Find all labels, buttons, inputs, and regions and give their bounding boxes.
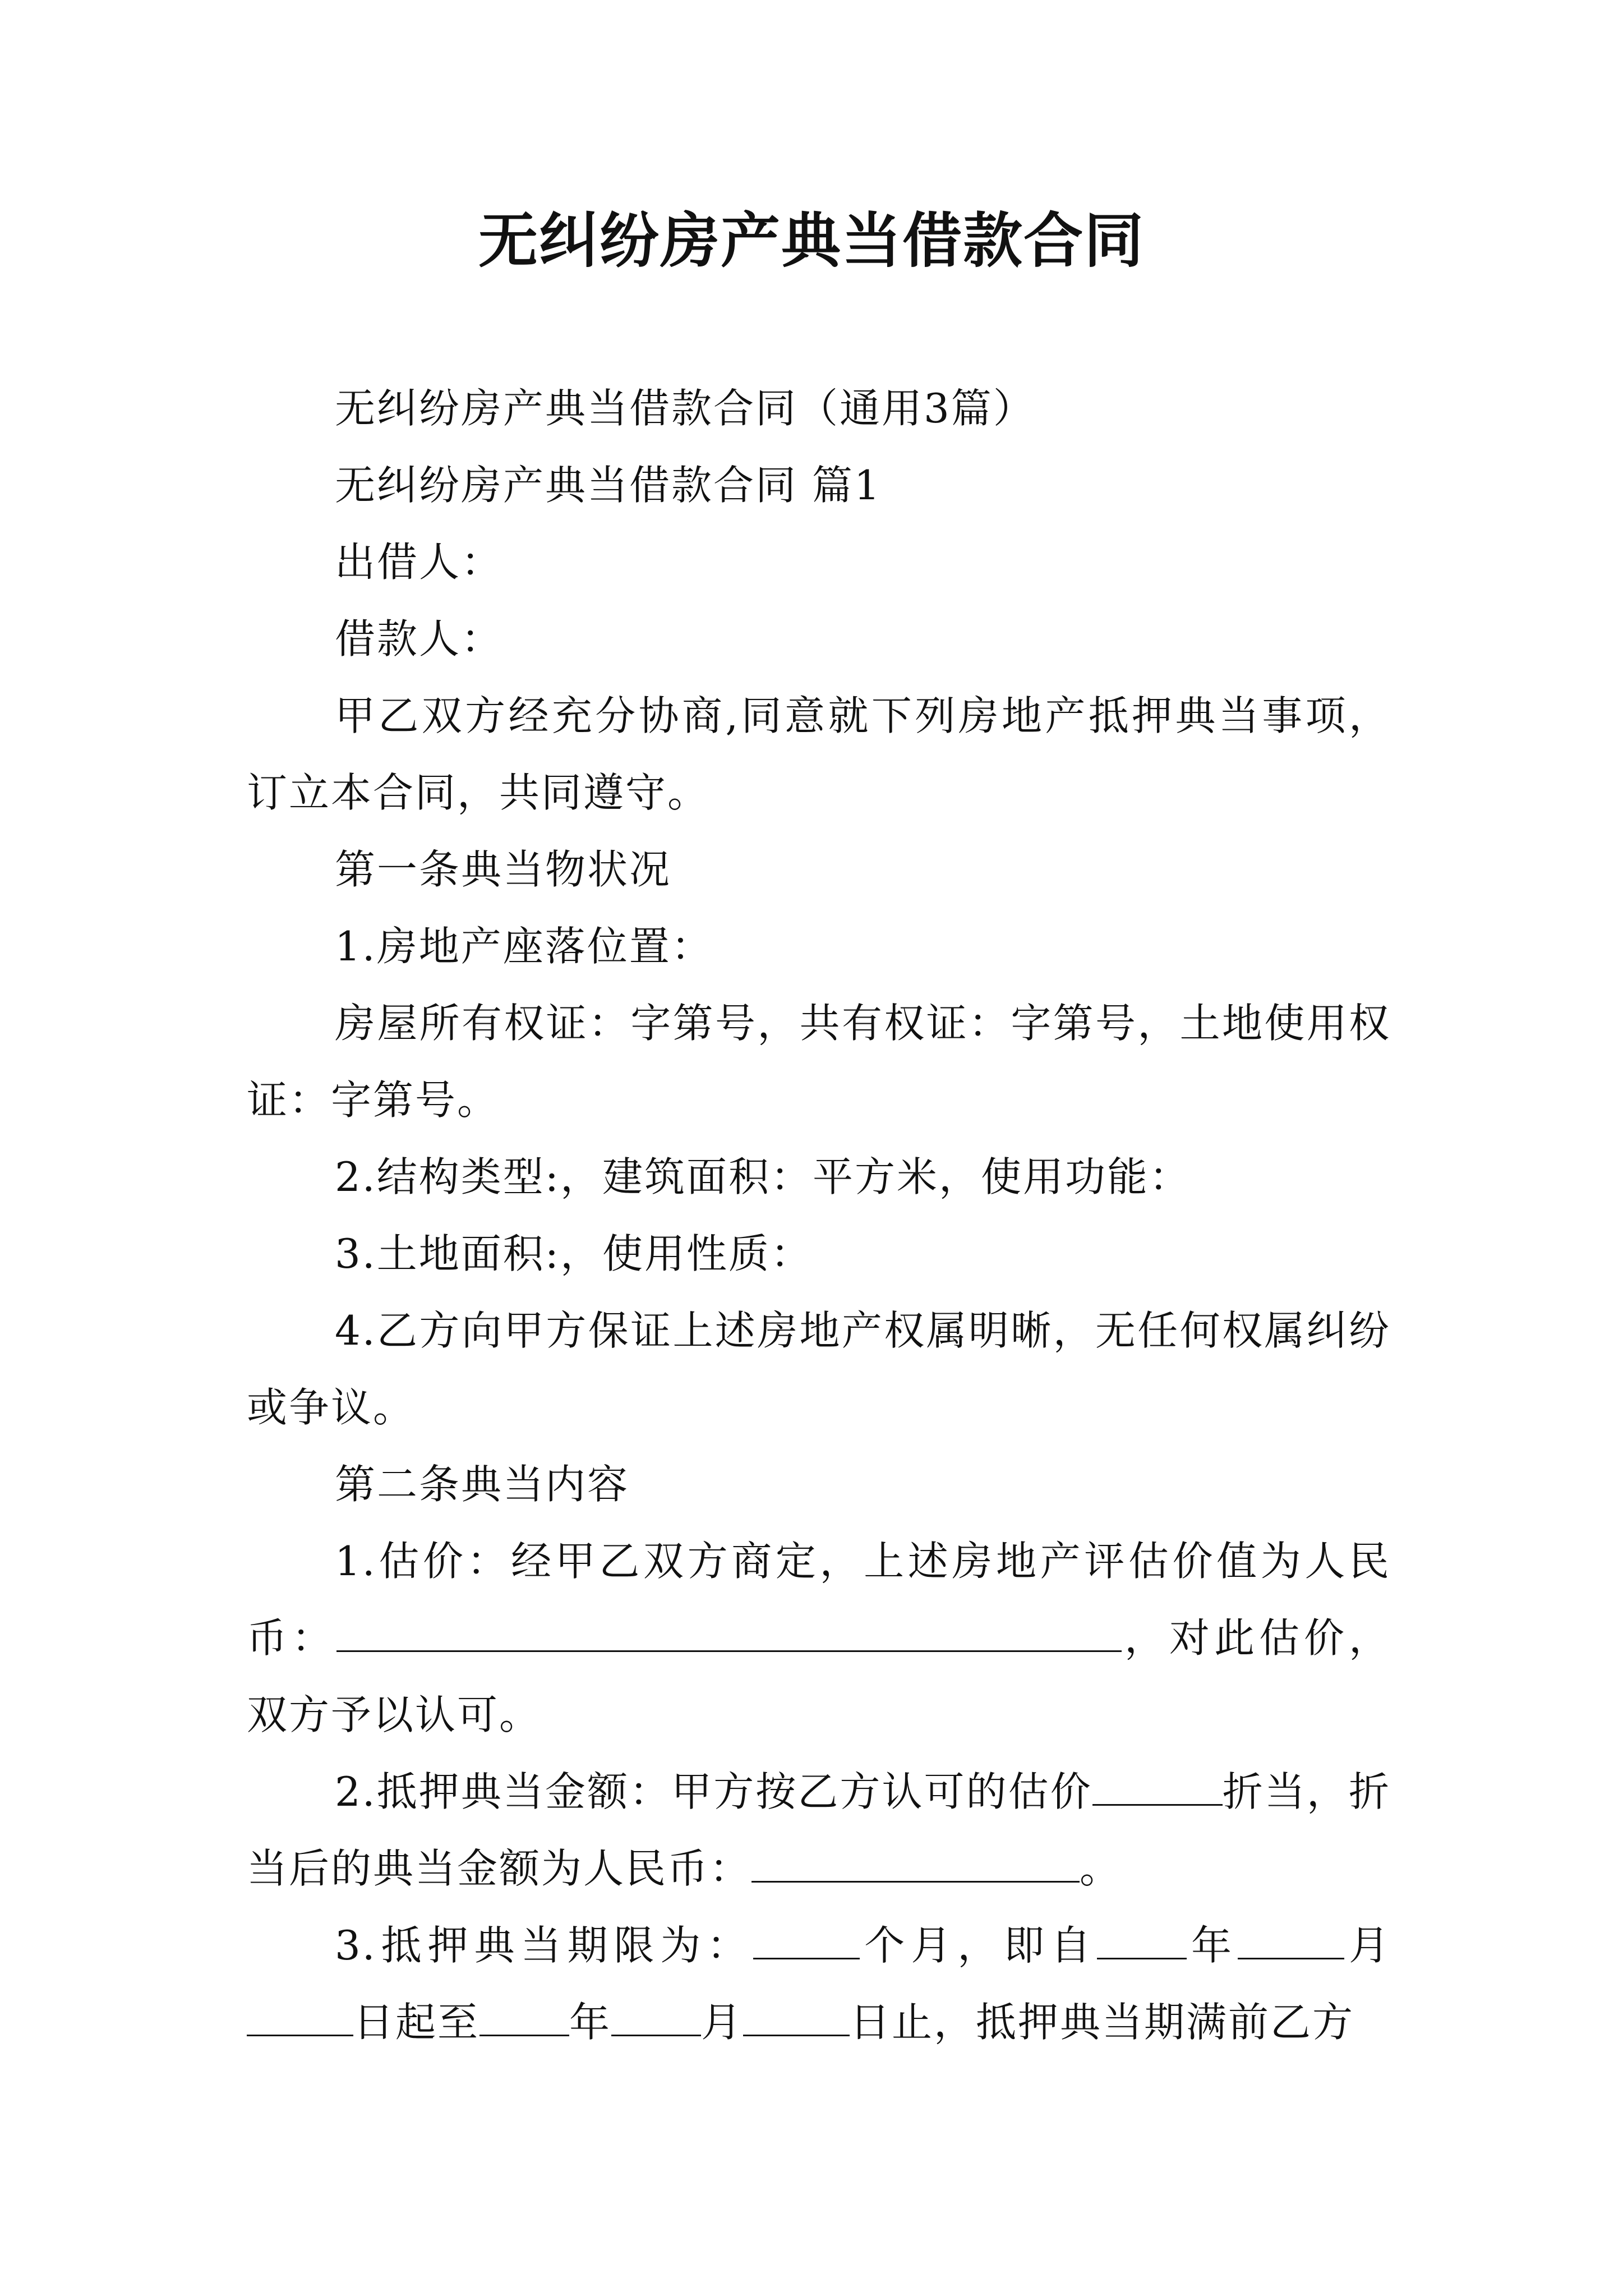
term-text-5: 日起至 [353,1999,480,2046]
term-text-1: 3.抵押典当期限为： [335,1922,754,1969]
preamble-paragraph: 甲乙双方经充分协商,同意就下列房地产抵押典当事项，订立本合同，共同遵守。 [247,692,1391,816]
pawn-amount-blank [751,1849,1080,1883]
end-day-blank [743,2003,850,2036]
term-text-3: 年 [1187,1922,1238,1969]
subtitle-paragraph: 无纠纷房产典当借款合同（通用3篇） [335,385,1035,432]
start-month-blank [1238,1926,1344,1959]
valuation-text-2: ，对此估价，双方予以认可。 [247,1614,1391,1738]
term-text-2: 个月，即自 [860,1922,1098,1969]
valuation-text-1: 1.估价：经甲乙双方商定，上述房地产评估价值为人民币： [247,1538,1391,1662]
term-text-6: 年 [569,1999,612,2046]
amount-text-2: 折当，折当后的典当金额为人民币： [247,1768,1391,1892]
ownership-certificates-paragraph: 房屋所有权证：字第号，共有权证：字第号，土地使用权证：字第号。 [247,1000,1391,1124]
term-text-7: 月 [701,1999,744,2046]
borrower-line: 借款人： [335,615,504,662]
start-year-blank [1097,1926,1187,1959]
lender-line: 出借人： [335,539,504,586]
term-text-8: 日止，抵押典当期满前乙方 [850,1999,1355,2046]
ownership-guarantee-paragraph: 4.乙方向甲方保证上述房地产权属明晰，无任何权属纠纷或争议。 [247,1307,1391,1431]
term-months-blank [753,1926,860,1959]
valuation-clause [247,1523,1391,1754]
amount-text-1: 2.抵押典当金额：甲方按乙方认可的估价 [335,1768,1092,1815]
article-1-heading: 第一条典当物状况 [335,846,672,893]
discount-rate-blank [1092,1773,1223,1806]
start-day-blank [247,2003,353,2036]
term-text-4: 月 [1344,1922,1391,1969]
term-clause [247,1907,1391,2061]
end-year-blank [479,2003,569,2036]
amount-text-3: 。 [1080,1845,1122,1892]
end-month-blank [611,2003,701,2036]
amount-clause [247,1754,1391,1907]
land-area-line: 3.土地面积:，使用性质： [335,1230,813,1277]
document-title: 无纠纷房产典当借款合同 [478,206,1145,275]
document-body [247,370,1391,2061]
valuation-amount-blank [336,1619,1122,1652]
article-2-heading: 第二条典当内容 [335,1461,630,1508]
property-location-line: 1.房地产座落位置： [335,923,713,970]
section-heading: 无纠纷房产典当借款合同 篇1 [335,462,882,509]
structure-type-line: 2.结构类型:，建筑面积：平方米，使用功能： [335,1153,1191,1200]
